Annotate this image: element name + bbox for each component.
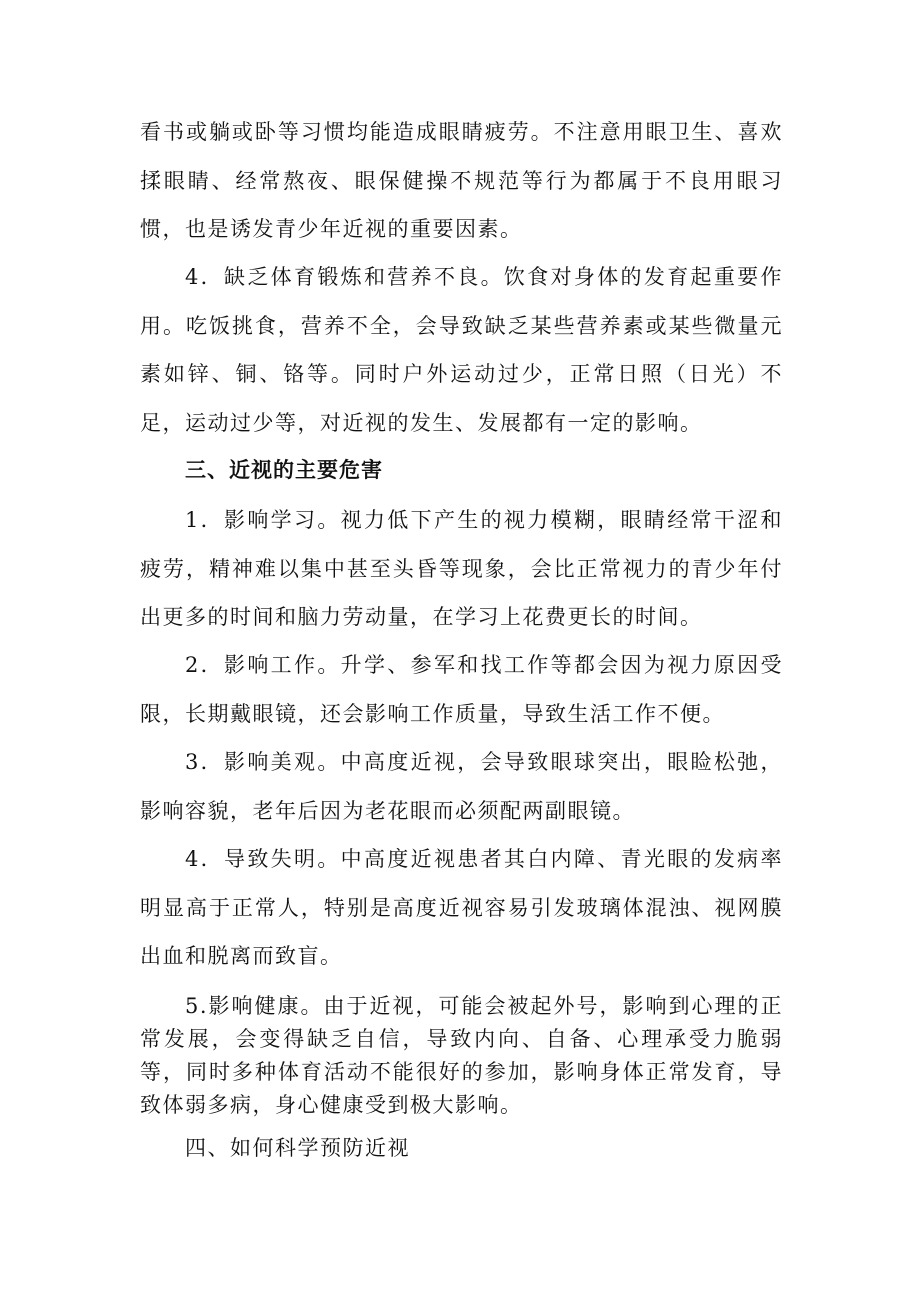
paragraph-eye-habits-continued: 看书或躺或卧等习惯均能造成眼睛疲劳。不注意用眼卫生、喜欢揉眼睛、经常熬夜、眼保健操不规范等行为都属于不良用眼习惯，也是诱发青少年近视的重要因素。 xyxy=(140,120,783,241)
paragraph-harm-study: 1．影响学习。视力低下产生的视力模糊，眼睛经常干涩和疲劳，精神难以集中甚至头昏等现象，会比正常视力的青少年付出更多的时间和脑力劳动量，在学习上花费更长的时间。 xyxy=(140,508,783,629)
paragraph-harm-blindness: 4．导致失明。中高度近视患者其白内障、青光眼的发病率明显高于正常人，特别是高度近视容易引发玻璃体混浊、视网膜出血和脱离而致盲。 xyxy=(140,847,783,968)
paragraph-harm-health: 5.影响健康。由于近视，可能会被起外号，影响到心理的正常发展，会变得缺乏自信，导致内向、自备、心理承受力脆弱等，同时多种体育活动不能很好的参加，影响身体正常发育，导致体弱多病，身心健康受到极大影响。 xyxy=(140,994,783,1117)
paragraph-exercise-nutrition: 4．缺乏体育锻炼和营养不良。饮食对身体的发育起重要作用。吃饭挑食，营养不全，会导致缺乏某些营养素或某些微量元素如锌、铜、铬等。同时户外运动过少，正常日照（日光）不足，运动过少等，对近视的发生、发展都有一定的影响。 xyxy=(140,265,783,435)
paragraph-harm-appearance: 3．影响美观。中高度近视，会导致眼球突出，眼睑松弛，影响容貌，老年后因为老花眼而必须配两副眼镜。 xyxy=(140,750,783,823)
section-heading-myopia-harms: 三、近视的主要危害 xyxy=(185,458,383,482)
paragraph-harm-work: 2．影响工作。升学、参军和找工作等都会因为视力原因受限，长期戴眼镜，还会影响工作质量，导致生活工作不便。 xyxy=(140,653,783,726)
section-heading-prevention: 四、如何科学预防近视 xyxy=(185,1136,410,1160)
